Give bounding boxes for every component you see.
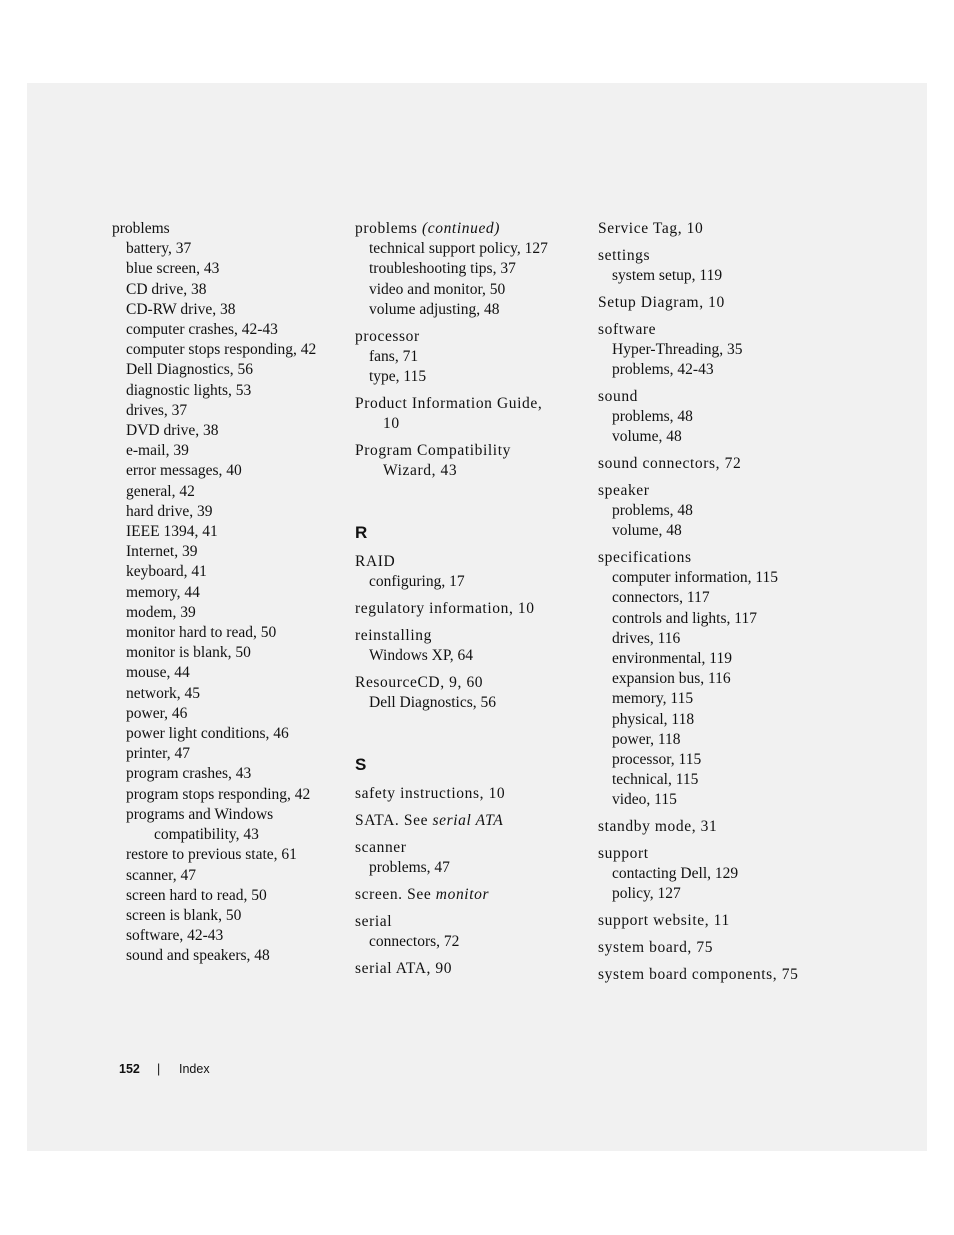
index-subterm: processor, 115: [612, 751, 702, 769]
index-term: Setup Diagram, 10: [598, 293, 725, 311]
index-entry-regulatory: [355, 599, 590, 619]
index-term: Program Compatibility Wizard, 43: [355, 441, 511, 480]
index-subterm: physical, 118: [612, 710, 695, 728]
index-entry-screen: [355, 885, 590, 905]
index-subterm: battery, 37: [126, 240, 192, 258]
index-entry-sata: [355, 811, 590, 831]
index-subterm: technical support policy, 127: [369, 240, 548, 258]
index-subterm: blue screen, 43: [126, 260, 220, 278]
index-entry-settings: [598, 246, 833, 286]
index-subterm: CD drive, 38: [126, 280, 207, 298]
index-subterm: fans, 71: [369, 347, 419, 365]
index-subterm: restore to previous state, 61: [126, 846, 297, 864]
index-term: safety instructions, 10: [355, 785, 506, 803]
index-term: [355, 811, 590, 831]
index-subterm: configuring, 17: [369, 573, 465, 591]
index-subterm: technical, 115: [612, 771, 699, 789]
index-letter-heading: S: [355, 755, 367, 775]
index-term: ResourceCD, 9, 60: [355, 674, 484, 692]
index-subterm: volume, 48: [612, 522, 682, 540]
index-entry-sound: [598, 387, 833, 448]
index-subterm: memory, 115: [612, 690, 694, 708]
index-entry-software: [598, 320, 833, 381]
index-subterm: drives, 37: [126, 401, 188, 419]
index-subterm: computer crashes, 42-43: [126, 321, 278, 339]
index-term: settings: [598, 246, 651, 264]
index-subterm: IEEE 1394, 41: [126, 523, 218, 541]
index-term: speaker: [598, 481, 650, 499]
index-entry-speaker: [598, 481, 833, 542]
index-subterm: keyboard, 41: [126, 563, 207, 581]
index-term: specifications: [598, 549, 692, 566]
index-term: RAID: [355, 553, 396, 571]
continued-note: (continued): [421, 220, 501, 237]
index-subterm: contacting Dell, 129: [612, 865, 739, 883]
index-subterm: monitor is blank, 50: [126, 644, 251, 662]
index-term: problems: [112, 220, 170, 237]
index-entry-raid: [355, 552, 590, 592]
index-subterm: Windows XP, 64: [369, 647, 474, 665]
index-subterm: video and monitor, 50: [369, 280, 506, 298]
index-entry-specifications: [598, 548, 833, 811]
index-entry-processor: [355, 327, 590, 388]
index-term: [355, 885, 590, 905]
index-subterm: controls and lights, 117: [612, 609, 757, 627]
index-term: support website, 11: [598, 912, 730, 930]
index-subterm: power, 46: [126, 704, 188, 722]
index-subterm: power, 118: [612, 730, 681, 748]
index-subterm: video, 115: [612, 791, 677, 809]
index-subterm: mouse, 44: [126, 664, 190, 682]
index-entry-sound-connectors: [598, 454, 833, 474]
index-subterm: program stops responding, 42: [126, 785, 311, 803]
page-footer: [119, 1062, 210, 1076]
index-subterm: screen is blank, 50: [126, 906, 242, 924]
index-term: reinstalling: [355, 627, 432, 645]
page-number: 152: [119, 1062, 140, 1076]
index-subterm: problems, 47: [369, 859, 450, 877]
index-term: processor: [355, 327, 420, 345]
index-subterm: power light conditions, 46: [126, 725, 289, 743]
index-subterm: CD-RW drive, 38: [126, 300, 236, 318]
index-entry-service-tag: [598, 219, 833, 239]
index-subterm: Dell Diagnostics, 56: [369, 694, 496, 712]
index-subterm: Internet, 39: [126, 543, 198, 561]
index-entry-reinstalling: [355, 626, 590, 666]
index-subterm: volume, 48: [612, 428, 682, 446]
index-subterm: connectors, 117: [612, 589, 710, 607]
index-subterm: programs and Windows compatibility, 43: [126, 805, 274, 844]
index-term: standby mode, 31: [598, 818, 718, 836]
index-subterm: e-mail, 39: [126, 442, 189, 460]
index-subterm: diagnostic lights, 53: [126, 381, 252, 399]
index-subterm: environmental, 119: [612, 650, 732, 668]
index-term: sound: [598, 387, 639, 405]
index-subterm: screen hard to read, 50: [126, 886, 267, 904]
index-subterm: policy, 127: [612, 885, 681, 903]
index-entry-system-board-components: [598, 965, 833, 985]
index-column-1: [112, 219, 347, 967]
index-column-2: [355, 219, 590, 979]
index-subterm: error messages, 40: [126, 462, 242, 480]
index-term: sound connectors, 72: [598, 455, 742, 472]
index-subterm: volume adjusting, 48: [369, 300, 500, 318]
index-entry-scanner: [355, 838, 590, 878]
index-term: system board components, 75: [598, 965, 799, 983]
index-subterm: problems, 42-43: [612, 361, 714, 378]
index-entry-serial-ata: [355, 959, 590, 979]
index-entry-setup-diagram: [598, 293, 833, 313]
index-entry-program-compatibility: [355, 441, 590, 481]
index-column-3: [598, 219, 833, 985]
index-term-text: screen. See: [355, 886, 436, 904]
index-entry-support: [598, 844, 833, 905]
index-subterm: scanner, 47: [126, 866, 196, 884]
index-term-text: problems: [355, 220, 418, 237]
index-subterm: type, 115: [369, 368, 427, 386]
footer-separator: |: [157, 1062, 161, 1076]
index-entry-problems: [112, 219, 347, 967]
index-entry-safety: [355, 784, 590, 804]
cross-reference: serial ATA: [432, 812, 504, 830]
index-subterm: sound and speakers, 48: [126, 947, 270, 965]
cross-reference: monitor: [435, 886, 490, 904]
index-subterm: memory, 44: [126, 583, 200, 601]
index-entry-system-board: [598, 938, 833, 958]
index-term: system board, 75: [598, 939, 714, 957]
index-subterm: software, 42-43: [126, 927, 224, 945]
index-subterm: hard drive, 39: [126, 502, 213, 520]
index-subterm: problems, 48: [612, 408, 693, 425]
index-subterm: computer information, 115: [612, 569, 779, 587]
index-subterm: connectors, 72: [369, 933, 460, 951]
index-subterm: program crashes, 43: [126, 765, 252, 783]
index-subterm: printer, 47: [126, 745, 190, 763]
index-subterm: system setup, 119: [612, 267, 723, 284]
index-subterm: network, 45: [126, 684, 201, 702]
index-term: regulatory information, 10: [355, 600, 535, 618]
index-subterm: Hyper-Threading, 35: [612, 340, 743, 358]
index-term-text: SATA. See: [355, 812, 433, 830]
index-entry-resourcecd: [355, 673, 590, 713]
index-term: [355, 219, 590, 239]
index-term: Service Tag, 10: [598, 220, 704, 237]
index-letter-heading: R: [355, 523, 368, 543]
index-subterm: drives, 116: [612, 629, 681, 647]
index-subterm: DVD drive, 38: [126, 422, 219, 440]
index-subterm: monitor hard to read, 50: [126, 624, 277, 642]
index-term: Product Information Guide, 10: [355, 394, 543, 433]
index-subterm: troubleshooting tips, 37: [369, 260, 516, 278]
index-subterm: modem, 39: [126, 603, 196, 621]
index-subterm: problems, 48: [612, 502, 693, 519]
index-subterm: computer stops responding, 42: [126, 341, 317, 359]
index-term: serial: [355, 912, 393, 930]
index-subterm: Dell Diagnostics, 56: [126, 361, 253, 379]
index-entry-problems-continued: [355, 219, 590, 320]
index-entry-standby-mode: [598, 817, 833, 837]
index-subterm: general, 42: [126, 482, 195, 500]
index-entry-support-website: [598, 911, 833, 931]
index-entry-serial: [355, 912, 590, 952]
index-term: support: [598, 845, 649, 863]
index-term: serial ATA, 90: [355, 959, 453, 977]
index-term: software: [598, 320, 657, 338]
index-entry-product-information: [355, 394, 590, 434]
index-term: scanner: [355, 839, 407, 857]
section-label: Index: [179, 1062, 210, 1076]
index-subterm: expansion bus, 116: [612, 670, 731, 688]
